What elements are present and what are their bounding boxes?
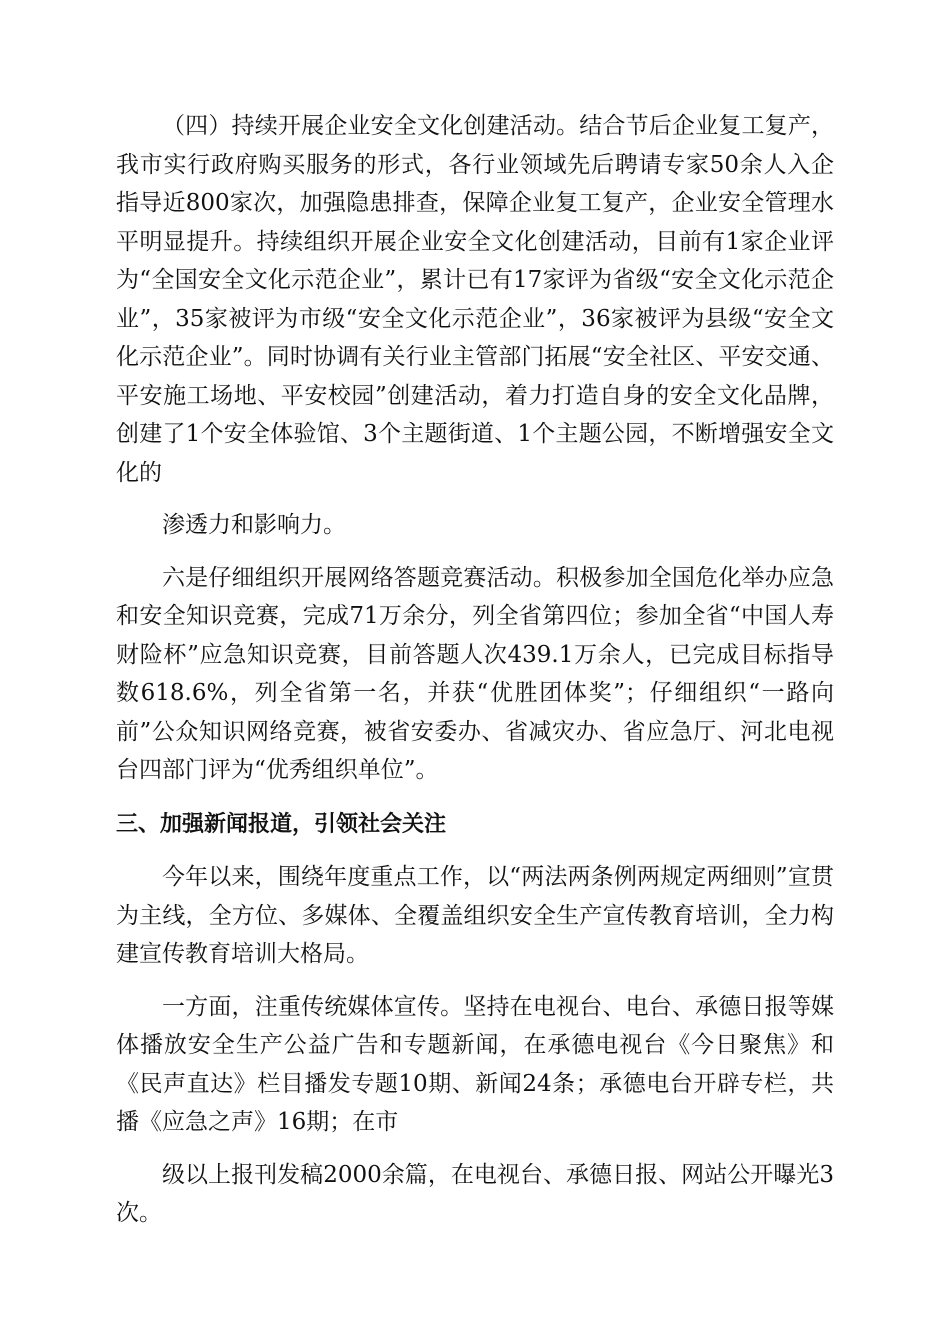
paragraph-traditional-media-continued: 级以上报刊发稿2000余篇，在电视台、承德日报、网站公开曝光3次。 [116,1161,834,1226]
section-heading-news: 三、加强新闻报道，引领社会关注 [116,811,447,837]
paragraph-online-quiz: 六是仔细组织开展网络答题竞赛活动。积极参加全国危化举办应急和安全知识竞赛，完成71万余分，列全省第四位；参加全省“中国人寿财险杯”应急知识竞赛，目前答题人次439.1万余人，已完成目标指导数618.6%，列全省第一名，并获“优胜团体奖”；仔细组织“一路向前”公众知识网络竞赛，被省安委办、省减灾办、省应急厅、河北电视台四部门评为“优秀组织单位”。 [116,564,834,783]
paragraph-news-overview: 今年以来，围绕年度重点工作，以“两法两条例两规定两细则”宣贯为主线，全方位、多媒体、全覆盖组织安全生产宣传教育培训，全力构建宣传教育培训大格局。 [116,864,834,967]
document-body [116,107,834,1233]
paragraph-safety-culture-continued: 渗透力和影响力。 [162,512,346,538]
paragraph-traditional-media: 一方面，注重传统媒体宣传。坚持在电视台、电台、承德日报等媒体播放安全生产公益广告和专题新闻，在承德电视台《今日聚焦》和《民声直达》栏目播发专题10期、新闻24条；承德电台开辟专栏，共播《应急之声》16期；在市 [116,993,834,1135]
paragraph-safety-culture: （四）持续开展企业安全文化创建活动。结合节后企业复工复产，我市实行政府购买服务的形式，各行业领域先后聘请专家50余人入企指导近800家次，加强隐患排查，保障企业复工复产，企业安全管理水平明显提升。持续组织开展企业安全文化创建活动，目前有1家企业评为“全国安全文化示范企业”，累计已有17家评为省级“安全文化示范企业”，35家被评为市级“安全文化示范企业”，36家被评为县级“安全文化示范企业”。同时协调有关行业主管部门拓展“安全社区、平安交通、平安施工场地、平安校园”创建活动，着力打造自身的安全文化品牌，创建了1个安全体验馆、3个主题街道、1个主题公园，不断增强安全文化的 [116,113,834,486]
